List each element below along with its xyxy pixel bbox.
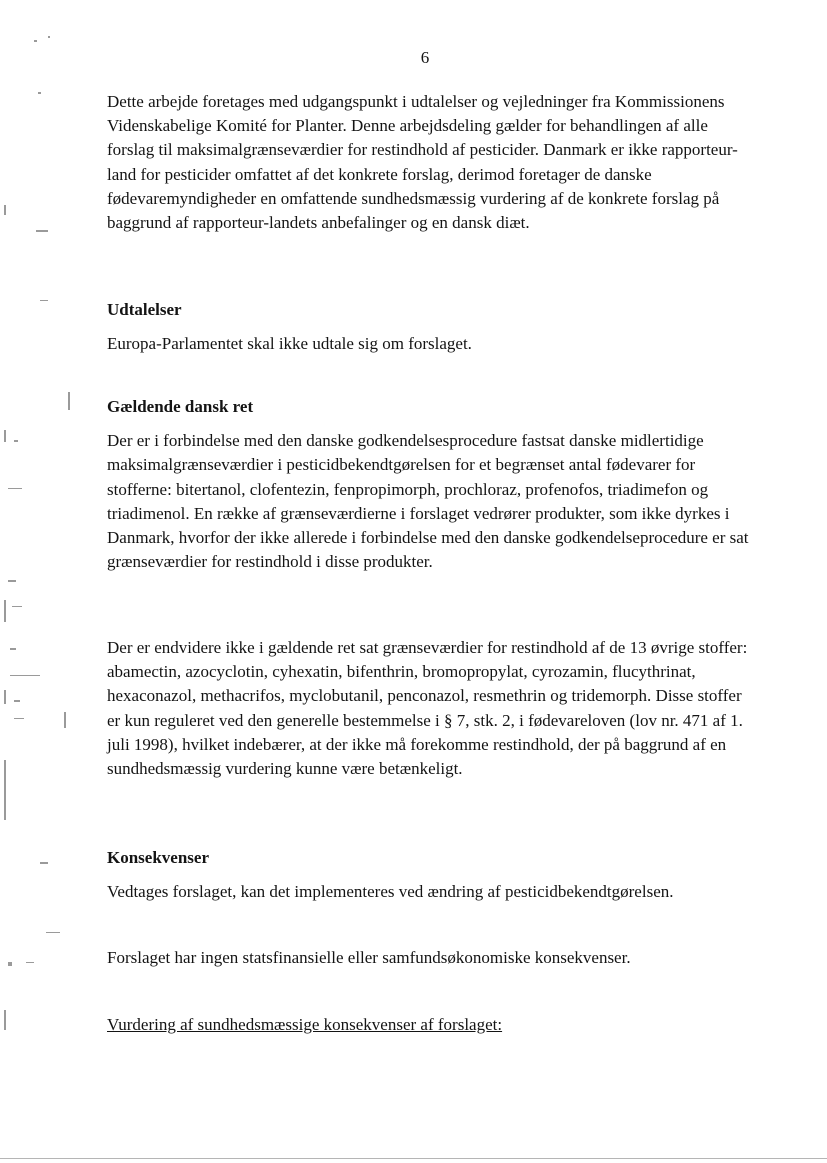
scan-mark	[8, 488, 22, 489]
scan-mark	[26, 962, 34, 963]
gaeldende-heading: Gældende dansk ret	[107, 397, 254, 416]
scan-mark	[34, 40, 37, 42]
gaeldende-section	[107, 395, 757, 574]
scan-mark	[14, 718, 24, 719]
scan-mark	[14, 700, 20, 702]
intro-paragraph: Dette arbejde foretages med udgangspunkt i udtalelser og vejledninger fra Kommissionens Videnskabelige Komité for Planter. Denne arbejdsdeling gælder for behandlingen af alle forslag til maksimalgrænseværdier for restindhold af pesticider. Danmark er ikke rapporteur-land for pesticider omfattet af det konkrete forslag, derimod foretager de danske fødevaremyndigheder en omfattende sundhedsmæssig vurdering af de konkrete forslag på baggrund af rapporteur-landets anbefalinger og en dansk diæt.	[107, 92, 738, 233]
scan-mark	[68, 392, 70, 410]
gaeldende-paragraph-2: Der er endvidere ikke i gældende ret sat grænseværdier for restindhold af de 13 øvrige stoffer: abamectin, azocyclotin, cyhexatin, bifenthrin, bromopropylat, cyrozamin, flucythrinat, hexaconazol, methacrifos, myclobutanil, penconazol, resmethrin og tridemorph. Disse stoffer er kun reguleret ved den generelle bestemmelse i § 7, stk. 2, i fødevareloven (lov nr. 471 af 1. juli 1998), hvilket indebærer, at der ikke må forekomme restindhold, der på baggrund af en sundhedsmæssig vurdering kunne være betænkeligt.	[107, 638, 748, 779]
scan-mark	[4, 600, 6, 622]
intro-paragraph-block	[107, 90, 757, 235]
scan-mark	[46, 932, 60, 933]
scan-mark	[4, 205, 6, 215]
scan-mark	[40, 862, 48, 864]
scan-mark	[4, 760, 6, 820]
scan-mark	[48, 36, 50, 38]
scan-mark	[8, 580, 16, 582]
udtalelser-heading: Udtalelser	[107, 300, 182, 319]
gaeldende-paragraph-1: Der er i forbindelse med den danske godkendelsesprocedure fastsat danske midlertidige maksimalgrænseværdier i pesticidbekendtgørelsen for et begrænset antal fødevarer for stofferne: bitertanol, clofentezin, fenpropimorph, prochloraz, profenofos, triadimefon og triadimenol. En række af grænseværdierne i forslaget vedrører produkter, som ikke dyrkes i Danmark, hvorfor der ikke allerede i forbindelse med den danske godkendelseprocedure er sat grænseværdier for restindhold i disse produkter.	[107, 431, 749, 572]
konsekvenser-paragraph-2: Forslaget har ingen statsfinansielle eller samfundsøkonomiske konsekvenser.	[107, 948, 631, 967]
scan-mark	[12, 606, 22, 607]
udtalelser-paragraph: Europa-Parlamentet skal ikke udtale sig om forslaget.	[107, 334, 472, 354]
scan-mark	[14, 440, 18, 442]
konsekvenser-paragraph-1: Vedtages forslaget, kan det implementeres ved ændring af pesticidbekendtgørelsen.	[107, 882, 674, 902]
scan-mark	[4, 430, 6, 442]
konsekvenser-heading: Konsekvenser	[107, 848, 209, 867]
gaeldende-section-continued	[107, 636, 757, 781]
konsekvenser-section	[107, 846, 757, 904]
scan-mark	[10, 675, 40, 676]
scan-mark	[8, 962, 12, 966]
bottom-edge-line	[0, 1158, 827, 1159]
vurdering-section	[107, 1013, 757, 1037]
scan-mark	[4, 1010, 6, 1030]
scan-mark	[40, 300, 48, 301]
scan-mark	[36, 230, 48, 232]
scan-mark	[4, 690, 6, 704]
scan-mark	[38, 92, 41, 94]
vurdering-heading: Vurdering af sundhedsmæssige konsekvenser af forslaget:	[107, 1015, 503, 1034]
scan-mark	[64, 712, 66, 728]
page-number: 6	[420, 48, 430, 67]
scan-mark	[10, 648, 16, 650]
konsekvenser-section-continued	[107, 946, 757, 970]
udtalelser-section	[107, 298, 757, 356]
